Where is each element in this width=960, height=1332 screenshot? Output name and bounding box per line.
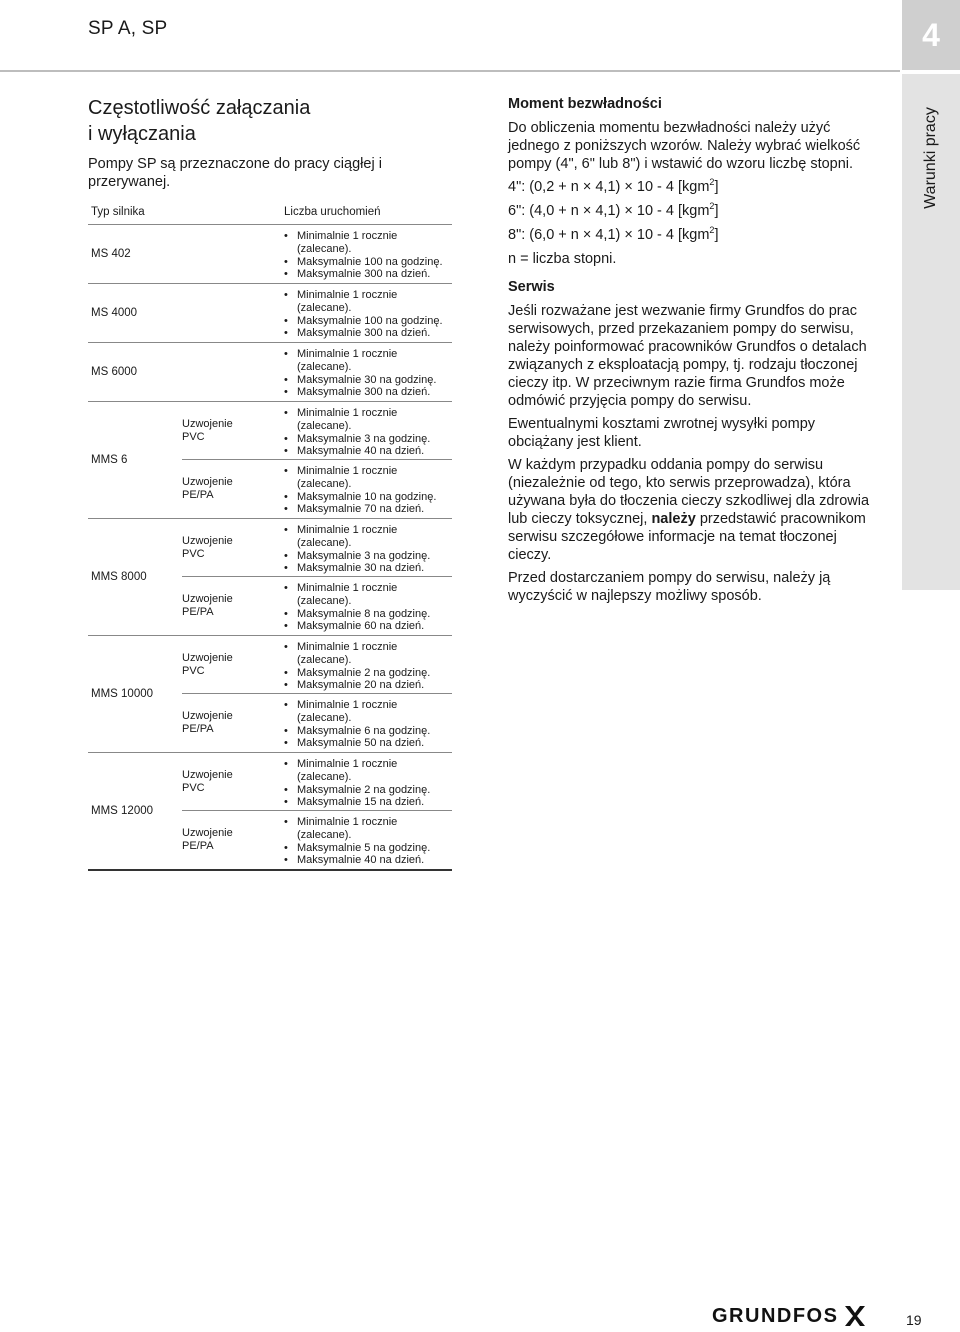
logo-text: GRUNDFOS xyxy=(712,1304,839,1327)
subrow-divider xyxy=(182,693,452,694)
starts-item: • Maksymalnie 50 na dzień. xyxy=(284,737,452,750)
motor-type: MS 402 xyxy=(91,248,131,260)
formula-8-inch xyxy=(508,226,880,244)
winding-label: Uzwojenie xyxy=(182,476,233,488)
winding-label: Uzwojenie xyxy=(182,652,233,664)
grundfos-mark-icon xyxy=(842,1304,868,1328)
moment-text: Do obliczenia momentu bezwładności należy użyć jednego z poniższych wzorów. Należy wybrać wielkość pompy (4", 6" lub 8") i wstawić do wzoru liczbę stopni. xyxy=(508,120,861,172)
winding-subrow xyxy=(88,460,452,518)
starts-item: • Maksymalnie 3 na godzinę. xyxy=(284,433,452,446)
subrow-divider xyxy=(182,459,452,460)
table-row xyxy=(88,225,452,284)
winding-label: Uzwojenie xyxy=(182,710,233,722)
starts-list xyxy=(284,230,452,281)
winding-label: PE/PA xyxy=(182,489,214,501)
section-title-line1: Częstotliwość załączania xyxy=(88,97,311,119)
starts-list xyxy=(284,758,452,809)
starts-item: • Minimalnie 1 rocznie (zalecane). xyxy=(284,816,452,842)
formula-4-text: 4": (0,2 + n × 4,1) × 10 - 4 [kgm xyxy=(508,179,710,195)
winding-label: PE/PA xyxy=(182,606,214,618)
starts-item: • Maksymalnie 100 na godzinę. xyxy=(284,315,452,328)
table-body xyxy=(88,225,452,871)
formula-6-text: 6": (4,0 + n × 4,1) × 10 - 4 [kgm xyxy=(508,203,710,219)
winding-label: PE/PA xyxy=(182,723,214,735)
winding-label: PVC xyxy=(182,782,205,794)
starts-item: • Maksymalnie 5 na godzinę. xyxy=(284,842,452,855)
side-tab-label: Warunki pracy xyxy=(922,107,939,209)
starts-item: • Minimalnie 1 rocznie (zalecane). xyxy=(284,699,452,725)
section-title xyxy=(88,95,458,147)
formula-6-close: ] xyxy=(714,203,719,219)
moment-heading: Moment bezwładności xyxy=(508,96,662,112)
service-paragraph-3-bold: należy xyxy=(651,511,696,527)
starts-item: • Maksymalnie 3 na godzinę. xyxy=(284,550,452,563)
starts-item: • Maksymalnie 300 na dzień. xyxy=(284,327,452,340)
starts-item: • Maksymalnie 15 na dzień. xyxy=(284,796,452,809)
formula-8-text: 8": (6,0 + n × 4,1) × 10 - 4 [kgm xyxy=(508,227,710,243)
winding-label: Uzwojenie xyxy=(182,535,233,547)
left-column xyxy=(88,95,458,191)
motor-type: MMS 8000 xyxy=(91,571,147,583)
motor-type: MS 6000 xyxy=(91,366,138,378)
starts-list xyxy=(284,582,452,633)
winding-type xyxy=(182,769,262,795)
starts-item: • Maksymalnie 10 na godzinę. xyxy=(284,491,452,504)
starts-item: • Maksymalnie 300 na dzień. xyxy=(284,386,452,399)
grundfos-logo xyxy=(712,1302,868,1330)
starts-item: • Minimalnie 1 rocznie (zalecane). xyxy=(284,582,452,608)
winding-subrow xyxy=(88,519,452,577)
starts-item: • Maksymalnie 20 na dzień. xyxy=(284,679,452,692)
formula-4-inch xyxy=(508,178,880,196)
starts-item: • Minimalnie 1 rocznie (zalecane). xyxy=(284,289,452,315)
winding-label: PVC xyxy=(182,548,205,560)
starts-item: • Maksymalnie 40 na dzień. xyxy=(284,854,452,867)
start-frequency-table xyxy=(88,200,452,871)
starts-item: • Minimalnie 1 rocznie (zalecane). xyxy=(284,407,452,433)
motor-type: MMS 6 xyxy=(91,454,128,466)
formula-4-close: ] xyxy=(714,179,719,195)
winding-subrow xyxy=(88,402,452,460)
service-paragraph-3-b: przedstawić pracownikom serwisu szczegółowe informacje na temat tłoczonej cieczy. xyxy=(508,511,866,563)
starts-list xyxy=(284,465,452,516)
header-starts: Liczba uruchomień xyxy=(284,206,381,218)
starts-list xyxy=(284,524,452,575)
winding-type xyxy=(182,593,262,619)
winding-subrow xyxy=(88,636,452,694)
winding-subrow xyxy=(88,225,452,283)
winding-subrow xyxy=(88,284,452,342)
winding-subrow xyxy=(88,694,452,752)
winding-label: PVC xyxy=(182,665,205,677)
page-number: 19 xyxy=(906,1312,922,1328)
formula-4-exp: 2 xyxy=(709,177,715,187)
n-definition: n = liczba stopni. xyxy=(508,251,617,267)
starts-item: • Maksymalnie 2 na godzinę. xyxy=(284,784,452,797)
header-motor-type: Typ silnika xyxy=(91,206,145,218)
starts-item: • Maksymalnie 30 na dzień. xyxy=(284,562,452,575)
winding-subrow xyxy=(88,811,452,869)
winding-label: Uzwojenie xyxy=(182,827,233,839)
formula-6-exp: 2 xyxy=(709,201,715,211)
winding-type xyxy=(182,652,262,678)
starts-item: • Maksymalnie 40 na dzień. xyxy=(284,445,452,458)
table-row xyxy=(88,753,452,871)
table-header-row xyxy=(88,200,452,225)
right-column xyxy=(508,95,880,610)
starts-item: • Minimalnie 1 rocznie (zalecane). xyxy=(284,758,452,784)
starts-item: • Maksymalnie 6 na godzinę. xyxy=(284,725,452,738)
winding-label: PVC xyxy=(182,431,205,443)
service-paragraph-3 xyxy=(508,456,880,564)
winding-type xyxy=(182,710,262,736)
subrow-divider xyxy=(182,576,452,577)
starts-item: • Minimalnie 1 rocznie (zalecane). xyxy=(284,348,452,374)
service-paragraph-2: Ewentualnymi kosztami zwrotnej wysyłki pompy obciążany jest klient. xyxy=(508,416,816,450)
starts-item: • Minimalnie 1 rocznie (zalecane). xyxy=(284,641,452,667)
subrow-divider xyxy=(182,810,452,811)
winding-type xyxy=(182,476,262,502)
starts-item: • Minimalnie 1 rocznie (zalecane). xyxy=(284,524,452,550)
motor-type: MS 4000 xyxy=(91,307,138,319)
chapter-number: 4 xyxy=(902,0,960,70)
table-row xyxy=(88,402,452,519)
winding-label: Uzwojenie xyxy=(182,418,233,430)
winding-label: PE/PA xyxy=(182,840,214,852)
intro-text: Pompy SP są przeznaczone do pracy ciągłej i przerywanej. xyxy=(88,156,382,190)
starts-item: • Maksymalnie 300 na dzień. xyxy=(284,268,452,281)
starts-list xyxy=(284,816,452,867)
starts-list xyxy=(284,699,452,750)
service-paragraph-3-a: W każdym przypadku oddania pompy do serwisu (niezależnie od tego, kto serwis przeprowadza), która używana była do tłoczenia cieczy szkodliwej dla zdrowia lub cieczy toksycznej, xyxy=(508,457,870,527)
starts-item: • Minimalnie 1 rocznie (zalecane). xyxy=(284,465,452,491)
table-row xyxy=(88,284,452,343)
starts-list xyxy=(284,289,452,340)
table-row xyxy=(88,519,452,636)
winding-subrow xyxy=(88,753,452,811)
winding-subrow xyxy=(88,577,452,635)
starts-item: • Maksymalnie 2 na godzinę. xyxy=(284,667,452,680)
starts-item: • Maksymalnie 70 na dzień. xyxy=(284,503,452,516)
winding-type xyxy=(182,535,262,561)
starts-item: • Minimalnie 1 rocznie (zalecane). xyxy=(284,230,452,256)
starts-item: • Maksymalnie 8 na godzinę. xyxy=(284,608,452,621)
table-row xyxy=(88,636,452,753)
formula-8-exp: 2 xyxy=(709,225,715,235)
winding-type xyxy=(182,418,262,444)
starts-item: • Maksymalnie 60 na dzień. xyxy=(284,620,452,633)
formula-6-inch xyxy=(508,202,880,220)
section-title-line2: i wyłączania xyxy=(88,123,196,145)
side-tab xyxy=(902,74,960,590)
starts-list xyxy=(284,348,452,399)
starts-item: • Maksymalnie 30 na godzinę. xyxy=(284,374,452,387)
service-heading: Serwis xyxy=(508,279,555,295)
winding-label: Uzwojenie xyxy=(182,769,233,781)
winding-subrow xyxy=(88,343,452,401)
winding-label: Uzwojenie xyxy=(182,593,233,605)
formula-8-close: ] xyxy=(714,227,719,243)
starts-list xyxy=(284,407,452,458)
starts-list xyxy=(284,641,452,692)
motor-type: MMS 12000 xyxy=(91,805,154,817)
document-title: SP A, SP xyxy=(88,18,168,39)
service-paragraph-4: Przed dostarczaniem pompy do serwisu, należy ją wyczyścić w najlepszy możliwy sposób. xyxy=(508,570,831,604)
header-divider xyxy=(0,70,900,72)
starts-item: • Maksymalnie 100 na godzinę. xyxy=(284,256,452,269)
service-paragraph-1: Jeśli rozważane jest wezwanie firmy Grundfos do prac serwisowych, przed przekazaniem pompy do serwisu, należy poinformować pracowników Grundfos o detalach związanych z eksploatacją pompy, tj. rodzaju tłoczonej cieczy itp. W przeciwnym razie firma Grundfos może odmówić przyjęcia pompy do serwisu. xyxy=(508,303,867,409)
motor-type: MMS 10000 xyxy=(91,688,154,700)
winding-type xyxy=(182,827,262,853)
table-row xyxy=(88,343,452,402)
